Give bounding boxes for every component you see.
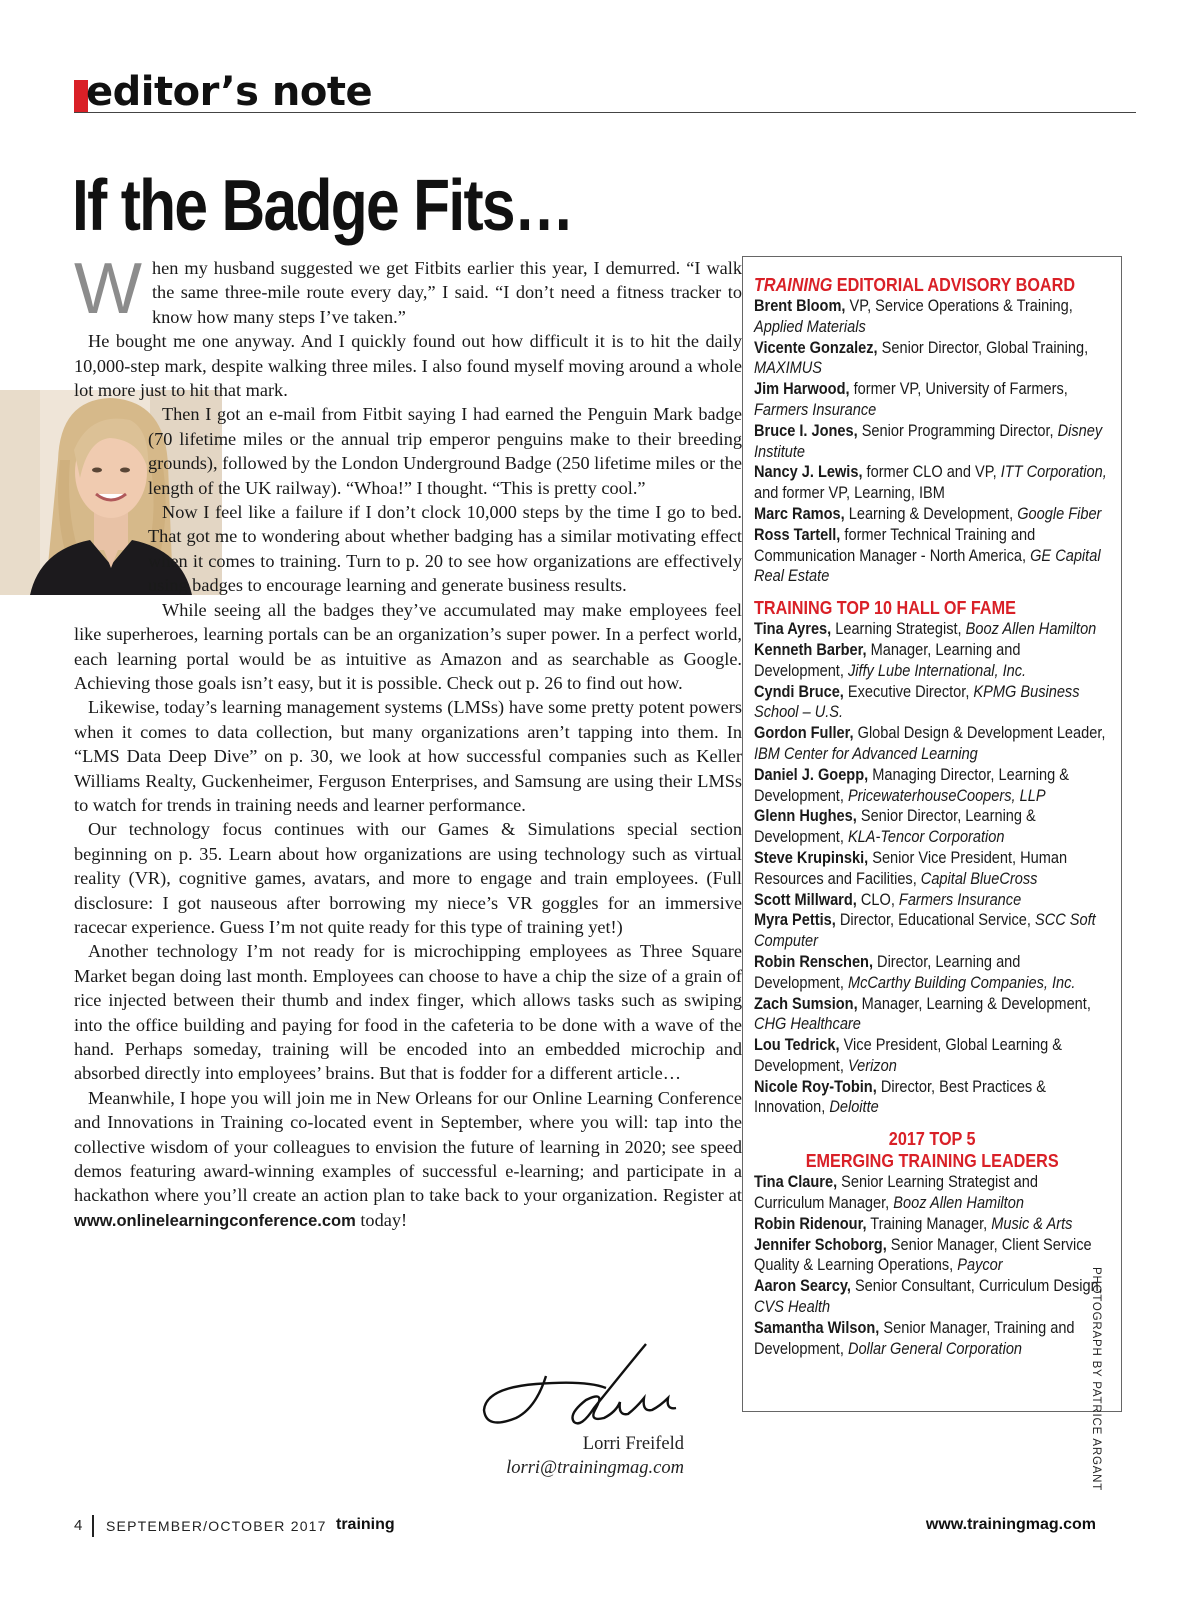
member-title: Executive Director, [843, 682, 974, 701]
emerging-leaders-heading-line2: EMERGING TRAINING LEADERS [805, 1151, 1059, 1172]
member-organization: KLA-Tencor Corporation [847, 828, 1005, 847]
sidebar-member-entry [754, 682, 1110, 724]
sidebar-member-entry [754, 421, 1110, 463]
member-organization: ITT Corporation, [1000, 463, 1107, 482]
photo-credit: PHOTOGRAPH BY PATRICE ARGANT [1090, 1267, 1102, 1492]
member-organization: McCarthy Building Companies, Inc. [847, 973, 1076, 992]
member-title: former VP, University of Farmers, [849, 380, 1068, 399]
sidebar-member-entry [754, 1172, 1110, 1214]
sidebar-member-entry [754, 338, 1110, 380]
member-title: Learning Strategist, [831, 620, 966, 639]
member-title: CLO, [856, 890, 899, 909]
member-title: Director, Learning and Development, [754, 952, 1021, 992]
sidebar-member-entry [754, 379, 1110, 421]
member-name: Nancy J. Lewis, [754, 463, 863, 482]
emerging-leaders-heading-line1: 2017 TOP 5 [888, 1129, 976, 1150]
paragraph-text: While seeing all the badges they’ve accumulated may make employees feel like superheroes, learning portals can be an organization’s super power. In a perfect world, each learning portal would be as intuitive as Amazon and as searchable as Google. Achieving those goals isn’t easy, but it is possible. Check out p. 26 to find out how. [74, 599, 742, 693]
member-organization: SCC Soft Computer [754, 911, 1096, 951]
member-organization: Booz Allen Hamilton [893, 1194, 1024, 1213]
sidebar-content [754, 274, 1110, 1359]
member-name: Lou Tedrick, [754, 1036, 840, 1055]
member-organization: Paycor [957, 1256, 1003, 1275]
member-organization: Music & Arts [991, 1214, 1073, 1233]
sidebar-member-entry [754, 1276, 1110, 1318]
member-title: Senior Director, Global Training, [877, 338, 1089, 357]
sidebar-member-entry [754, 910, 1110, 952]
footer-divider [92, 1515, 94, 1537]
article-paragraph [74, 598, 742, 696]
sidebar-member-entry [754, 1214, 1110, 1235]
article-paragraph [74, 695, 742, 817]
member-title: Senior Learning Strategist and Curriculum Manager, [754, 1173, 1038, 1213]
member-title: Learning & Development, [844, 504, 1018, 523]
sidebar-member-entry [754, 994, 1110, 1036]
member-name: Vicente Gonzalez, [754, 338, 878, 357]
sidebar-member-entry [754, 1235, 1110, 1277]
member-organization: CHG Healthcare [754, 1015, 861, 1034]
member-title: Senior Programming Director, [857, 421, 1058, 440]
sidebar-member-entry [754, 619, 1110, 640]
member-organization: MAXIMUS [754, 359, 823, 378]
paragraph-text: today! [355, 1209, 408, 1230]
advisory-board-list [754, 296, 1110, 587]
member-organization: Verizon [847, 1056, 897, 1075]
member-title: Vice President, Global Learning & Development, [754, 1036, 1062, 1075]
member-name: Kenneth Barber, [754, 640, 867, 659]
advisory-board-heading [754, 274, 1110, 296]
member-name: Zach Sumsion, [754, 994, 858, 1013]
paragraph-text: Then I got an e-mail from Fitbit saying I had earned the Penguin Mark badge (70 lifetime miles or the annual trip emperor penguins make to their breeding grounds), followed by the London Underground Badge (250 lifetime miles or the length of the UK railway). “Whoa!” I thought. “This is pretty cool.” [148, 404, 742, 498]
section-label: editor’s note [86, 69, 373, 115]
member-organization: Booz Allen Hamilton [965, 620, 1097, 639]
article-paragraph [74, 402, 742, 500]
member-name: Brent Bloom, [754, 297, 846, 315]
sidebar-member-entry [754, 462, 1110, 504]
sidebar-member-entry [754, 504, 1110, 525]
member-organization: Applied Materials [754, 317, 866, 336]
member-name: Cyndi Bruce, [754, 682, 844, 701]
member-title: VP, Service Operations & Training, [845, 297, 1073, 315]
member-organization: Disney Institute [754, 421, 1103, 461]
paragraph-text: He bought me one anyway. And I quickly found out how difficult it is to hit the daily 10,000-step mark, despite walking three miles. I also found myself moving around a whole lot more just to hit that mark. [74, 331, 742, 401]
paragraph-text: Meanwhile, I hope you will join me in New Orleans for our Online Learning Conference and Innovations in Training co-located event in September, where you will: tap into the collective wisdom of your colleagues to envision the future of learning in 2020; see speed demos featuring award-winning examples of successful e-learning; and participate in a hackathon where you’ll create an action plan to take back to your organization. Register at [74, 1087, 742, 1206]
member-title: Senior Manager, Training and Development, [754, 1318, 1075, 1358]
member-organization: Capital BlueCross [920, 869, 1038, 888]
website-link[interactable]: www.trainingmag.com [925, 1516, 1096, 1533]
drop-cap: W [74, 249, 142, 329]
sidebar-member-entry [754, 1077, 1110, 1119]
member-title: Senior Vice President, Human Resources and Facilities, [754, 848, 1068, 888]
headline: If the Badge Fits… [72, 166, 573, 246]
member-name: Jennifer Schoborg, [754, 1235, 887, 1254]
member-name: Aaron Searcy, [754, 1277, 851, 1296]
sidebar-member-entry [754, 1318, 1110, 1360]
paragraph-text: hen my husband suggested we get Fitbits earlier this year, I demurred. “I walk the same three-mile route every day,” I said. “I don’t need a fitness tracker to know how many steps I’ve taken.” [151, 258, 742, 327]
conference-link[interactable]: www.onlinelearningconference.com [74, 1211, 356, 1230]
member-title: former CLO and VP, [862, 463, 1001, 482]
author-email[interactable]: lorri@trainingmag.com [506, 1458, 684, 1478]
issue-date: SEPTEMBER/OCTOBER 2017 [106, 1518, 327, 1534]
article-paragraph [74, 939, 742, 1085]
member-organization: Google Fiber [1017, 504, 1102, 523]
member-name: Tina Claure, [754, 1173, 838, 1192]
magazine-brand: training [336, 1516, 395, 1533]
member-name: Bruce I. Jones, [754, 421, 858, 440]
article-paragraph [74, 500, 742, 598]
hall-of-fame-list [754, 619, 1110, 1118]
member-name: Ross Tartell, [754, 525, 841, 544]
member-name: Samantha Wilson, [754, 1318, 880, 1337]
paragraph-text: Another technology I’m not ready for is microchipping employees as Three Square Market began doing last month. Employees can choose to have a chip the size of a grain of rice injected between their thumb and index finger, which allows tasks such as swiping into the office building and paying for food in the cafeteria to be done with a wave of the hand. Perhaps someday, training will be encoded into an embedded microchip and absorbed directly into employees’ brains. But that is fodder for a different article… [74, 941, 742, 1084]
paragraph-text: Likewise, today’s learning management systems (LMSs) have some pretty potent powers when it comes to data collection, but many organizations aren’t tapping into them. In “LMS Data Deep Dive” on p. 30, we look at how successful companies such as Keller Williams Realty, Guckenheimer, Ferguson Enterprises, and Samsung are using their LMSs to watch for trends in training needs and learner performance. [74, 697, 742, 815]
member-name: Daniel J. Goepp, [754, 765, 869, 784]
article-paragraph [74, 329, 742, 402]
member-title: Director, Educational Service, [835, 911, 1035, 930]
member-name: Tina Ayres, [754, 620, 832, 639]
member-organization: GE Capital Real Estate [754, 546, 1101, 586]
emerging-leaders-list [754, 1172, 1110, 1359]
heading-italic-part: TRAINING [754, 275, 833, 295]
member-name: Glenn Hughes, [754, 807, 857, 826]
sidebar-member-entry [754, 723, 1110, 765]
member-name: Jim Harwood, [754, 380, 850, 399]
advisory-sidebar [742, 256, 1122, 1412]
sidebar-member-entry [754, 952, 1110, 994]
sidebar-member-entry [754, 890, 1110, 911]
article-paragraph [74, 1086, 742, 1233]
member-title: Senior Manager, Client Service Quality & Learning Operations, [754, 1235, 1092, 1275]
member-title: former Technical Training and Communication Manager - North America, [754, 525, 1036, 565]
sidebar-member-entry [754, 525, 1110, 587]
paragraph-text: Now I feel like a failure if I don’t clock 10,000 steps by the time I go to bed. That got me to wondering about whether badging has a similar motivating effect when it comes to training. Turn to p. 20 to see how organizations are effectively using badges to encourage learning and generate business results. [148, 502, 742, 596]
sidebar-member-entry [754, 765, 1110, 807]
member-title: Senior Director, Learning & Development, [754, 807, 1036, 847]
article-paragraph [74, 249, 742, 329]
member-title: Training Manager, [866, 1214, 992, 1233]
sidebar-member-entry [754, 806, 1110, 848]
member-title: Global Design & Development Leader, [853, 724, 1106, 743]
member-organization: KPMG Business School – U.S. [754, 682, 1080, 722]
member-name: Steve Krupinski, [754, 848, 869, 867]
member-title: Senior Consultant, Curriculum Design, [850, 1277, 1103, 1296]
sidebar-member-entry [754, 1035, 1110, 1077]
member-organization: Dollar General Corporation [847, 1339, 1023, 1358]
member-organization: Farmers Insurance [754, 400, 877, 419]
member-organization: Deloitte [829, 1098, 879, 1117]
photo-wrap-spacer [0, 402, 148, 617]
hall-of-fame-heading: TRAINING TOP 10 HALL OF FAME [754, 598, 1016, 619]
member-organization: Jiffy Lube International, Inc. [847, 661, 1027, 680]
member-title: Managing Director, Learning & Development, [754, 765, 1069, 805]
member-organization: IBM Center for Advanced Learning [754, 744, 978, 763]
member-name: Scott Millward, [754, 890, 857, 909]
member-name: Nicole Roy-Tobin, [754, 1077, 877, 1096]
sidebar-member-entry [754, 296, 1110, 338]
page-footer [74, 1515, 1096, 1539]
section-header [74, 69, 1136, 115]
member-organization: CVS Health [754, 1298, 831, 1317]
paragraph-text: Our technology focus continues with our Games & Simulations special section beginning on p. 35. Learn about how organizations are using technology such as virtual reality (VR), cognitive games, avatars, and more to engage and train employees. (Full disclosure: I got nauseous after borrowing my niece’s VR goggles for an immersive racecar experience. Guess I’m not quite ready for this type of training yet!) [74, 819, 742, 937]
page-number: 4 [74, 1517, 83, 1534]
member-name: Robin Ridenour, [754, 1214, 867, 1233]
member-name: Marc Ramos, [754, 504, 845, 523]
member-title: Manager, Learning & Development, [857, 994, 1091, 1013]
member-title: Manager, Learning and Development, [754, 640, 1021, 680]
sidebar-member-entry [754, 640, 1110, 682]
member-extra: and former VP, Learning, IBM [754, 484, 945, 503]
author-name: Lorri Freifeld [582, 1434, 684, 1454]
member-name: Myra Pettis, [754, 911, 836, 930]
member-organization: PricewaterhouseCoopers, LLP [847, 786, 1046, 805]
sidebar-member-entry [754, 848, 1110, 890]
member-name: Gordon Fuller, [754, 724, 854, 743]
member-organization: Farmers Insurance [898, 890, 1022, 909]
article-body [74, 249, 742, 1233]
member-title: Director, Best Practices & Innovation, [754, 1077, 1046, 1117]
article-paragraph [74, 817, 742, 939]
handwritten-signature [476, 1338, 696, 1438]
heading-rest: EDITORIAL ADVISORY BOARD [832, 275, 1076, 295]
member-name: Robin Renschen, [754, 952, 873, 971]
